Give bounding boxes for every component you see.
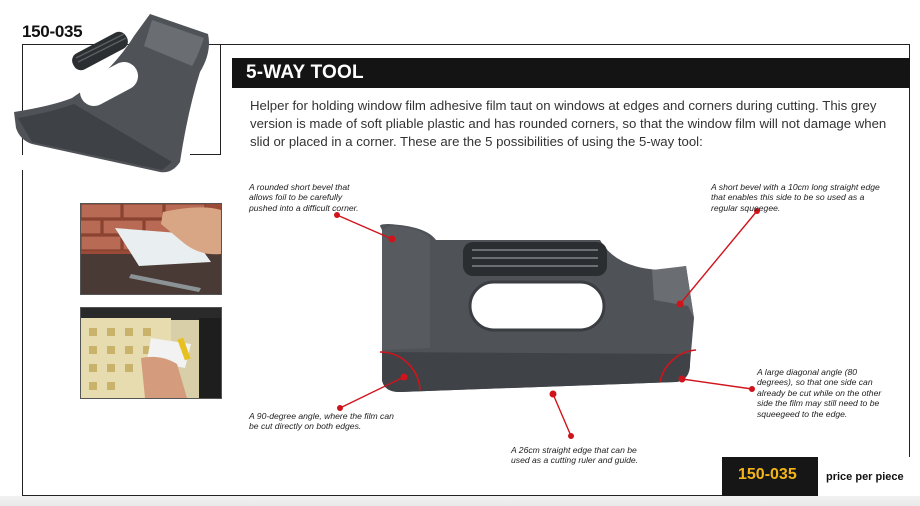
annotation-diagonal-angle: A large diagonal angle (80 degrees), so that one side can already be cut while on the other side the film may still need to be squeegeed to the edge. [757,367,882,419]
leader-line-diagonal [682,379,752,389]
marker-dot [749,386,755,392]
price-label: price per piece [826,471,904,483]
marker-dot [389,236,396,243]
product-description: Helper for holding window film adhesive film taut on windows at edges and corners during cutting. This grey version is made of soft pliable plastic and has rounded corners, so that the window film will not damage when slid or placed in a corner. These are the 5 possibilities of using the 5-way tool: [250,98,887,149]
marker-dot [550,391,557,398]
annotation-short-bevel: A short bevel with a 10cm long straight edge that enables this side to be so used as a regular squeegee. [711,182,880,213]
annotation-straight-edge: A 26cm straight edge that can be used as a cutting ruler and guide. [511,445,639,466]
tool-left-bevel [382,226,430,350]
marker-dot [679,376,686,383]
tool-handle-hole [470,282,604,330]
annotation-rounded-bevel: A rounded short bevel that allows foil to be carefully pushed into a difficult corner. [249,182,359,213]
product-title: 5-WAY TOOL [246,62,364,83]
leader-line-short-bevel [680,211,757,304]
product-code: 150-035 [22,22,83,41]
tool-bottom-bevel [382,352,690,392]
annotation-90-degree: A 90-degree angle, where the film can be cut directly on both edges. [249,411,394,432]
marker-dot [568,433,574,439]
leader-line-90-degree [340,377,404,408]
leader-line-straight-edge [553,394,571,436]
marker-dot [677,301,684,308]
marker-dot [401,374,408,381]
price-code: 150-035 [738,466,797,483]
